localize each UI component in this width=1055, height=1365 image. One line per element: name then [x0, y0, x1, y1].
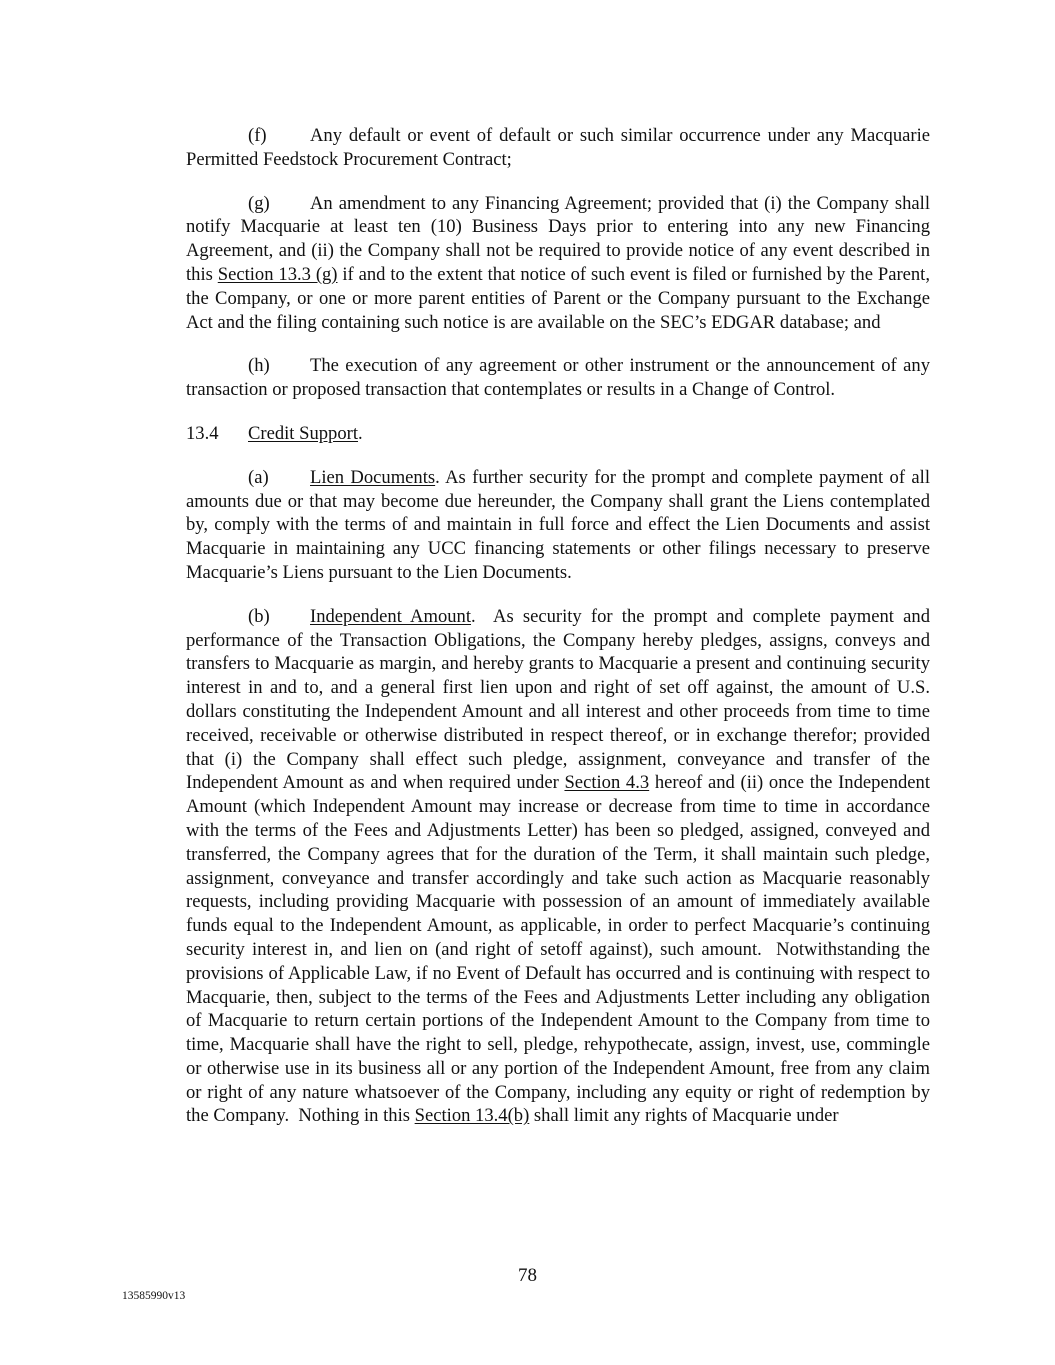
paragraph-a — [186, 466, 930, 585]
paragraph-text: . As security for the prompt and complete payment and performance of the Transaction Obligations, the Company hereby pledges, assigns, conveys and transfers to Macquarie as margin, and hereby grants to Macquarie a present and continuing security interest in and to, and a general first lien upon and right of set off against, the amount of U.S. dollars constituting the Independent Amount and all interest and other proceeds from time to time received, receivable or otherwise distributed in respect thereof, or in exchange therefor; provided that (i) the Company shall effect such pledge, assignment, conveyance and transfer of the Independent Amount as and when required under — [186, 605, 935, 794]
page-number: 78 — [518, 1265, 537, 1286]
document-id: 13585990v13 — [122, 1290, 186, 1302]
paragraph-title: Lien Documents — [310, 466, 436, 488]
paragraph-text: . As further security for the prompt and complete payment of all amounts due or that may become due hereunder, the Company shall grant the Liens contemplated by, comply with the terms of and maintain in full force and effect the Lien Documents and assist Macquarie in maintaining any UCC financing statements or other filings necessary to preserve Macquarie’s Liens pursuant to the Lien Documents. — [186, 466, 930, 583]
section-reference-link: Section 13.4(b) — [414, 1105, 530, 1127]
paragraph-text: shall limit any rights of Macquarie under — [529, 1105, 839, 1127]
paragraph-text: if and to the extent that notice of such event is filed or furnished by the Parent, the Company, or one or more parent entities of Parent or the Company pursuant to the Exchange Act and the filing containing such notice is are available on the SEC’s EDGAR database; and — [186, 263, 931, 333]
section-title-suffix: . — [358, 422, 363, 444]
paragraph-title: Independent Amount — [310, 605, 472, 627]
paragraph-text: Any default or event of default or such similar occurrence under any Macquarie Permitted Feedstock Procurement Contract; — [186, 125, 930, 170]
section-reference-link: Section 4.3 — [564, 772, 650, 794]
paragraph-text: hereof and (ii) once the Independent Amount (which Independent Amount may increase or decrease from time to time in accordance with the terms of the Fees and Adjustments Letter) has been so pledged, assigned, conveyed and transferred, the Company agrees that for the duration of the Term, it shall maintain such pledge, assignment, conveyance and transfer accordingly and take such action as Macquarie reasonably requests, including providing Macquarie with possession of an amount of immediately available funds equal to the Independent Amount, as applicable, in order to perfect Macquarie’s continuing security interest in, and lien on (and right of setoff against), such amount. Notwithstanding the provisions of Applicable Law, if no Event of Default has occurred and is continuing with respect to Macquarie, then, subject to the terms of the Fees and Adjustments Letter including any obligation of Macquarie to return certain portions of the Independent Amount to the Company from time to time, Macquarie shall have the right to sell, pledge, rehypothecate, assign, invest, use, commingle or otherwise use in its business all or any portion of the Independent Amount, free from any claim or right of any nature whatsoever of the Company, including any equity or right of redemption by the Company. Nothing in this — [186, 772, 935, 1127]
section-heading — [186, 422, 930, 446]
paragraph-label: (b) — [248, 605, 270, 627]
paragraph-text: The execution of any agreement or other instrument or the announcement of any transaction or proposed transaction that contemplates or results in a Change of Control. — [186, 355, 930, 401]
section-title: Credit Support — [248, 422, 359, 444]
document-page — [186, 124, 935, 1148]
section-number: 13.4 — [186, 422, 219, 444]
section-reference-link: Section 13.3 (g) — [217, 263, 338, 285]
paragraph-g — [186, 192, 930, 335]
paragraph-b — [186, 605, 935, 1129]
paragraph-h — [186, 354, 930, 402]
paragraph-label: (h) — [248, 355, 270, 377]
paragraph-label: (f) — [248, 125, 267, 146]
paragraph-text: An amendment to any Financing Agreement; provided that (i) the Company shall notify Macquarie at least ten (10) Business Days prior to entering into any new Financing Agreement, and (ii) the Company shall not be required to provide notice of any event described in this — [186, 192, 930, 285]
paragraph-label: (a) — [248, 466, 269, 488]
paragraph-f — [186, 124, 930, 172]
paragraph-label: (g) — [248, 192, 270, 214]
